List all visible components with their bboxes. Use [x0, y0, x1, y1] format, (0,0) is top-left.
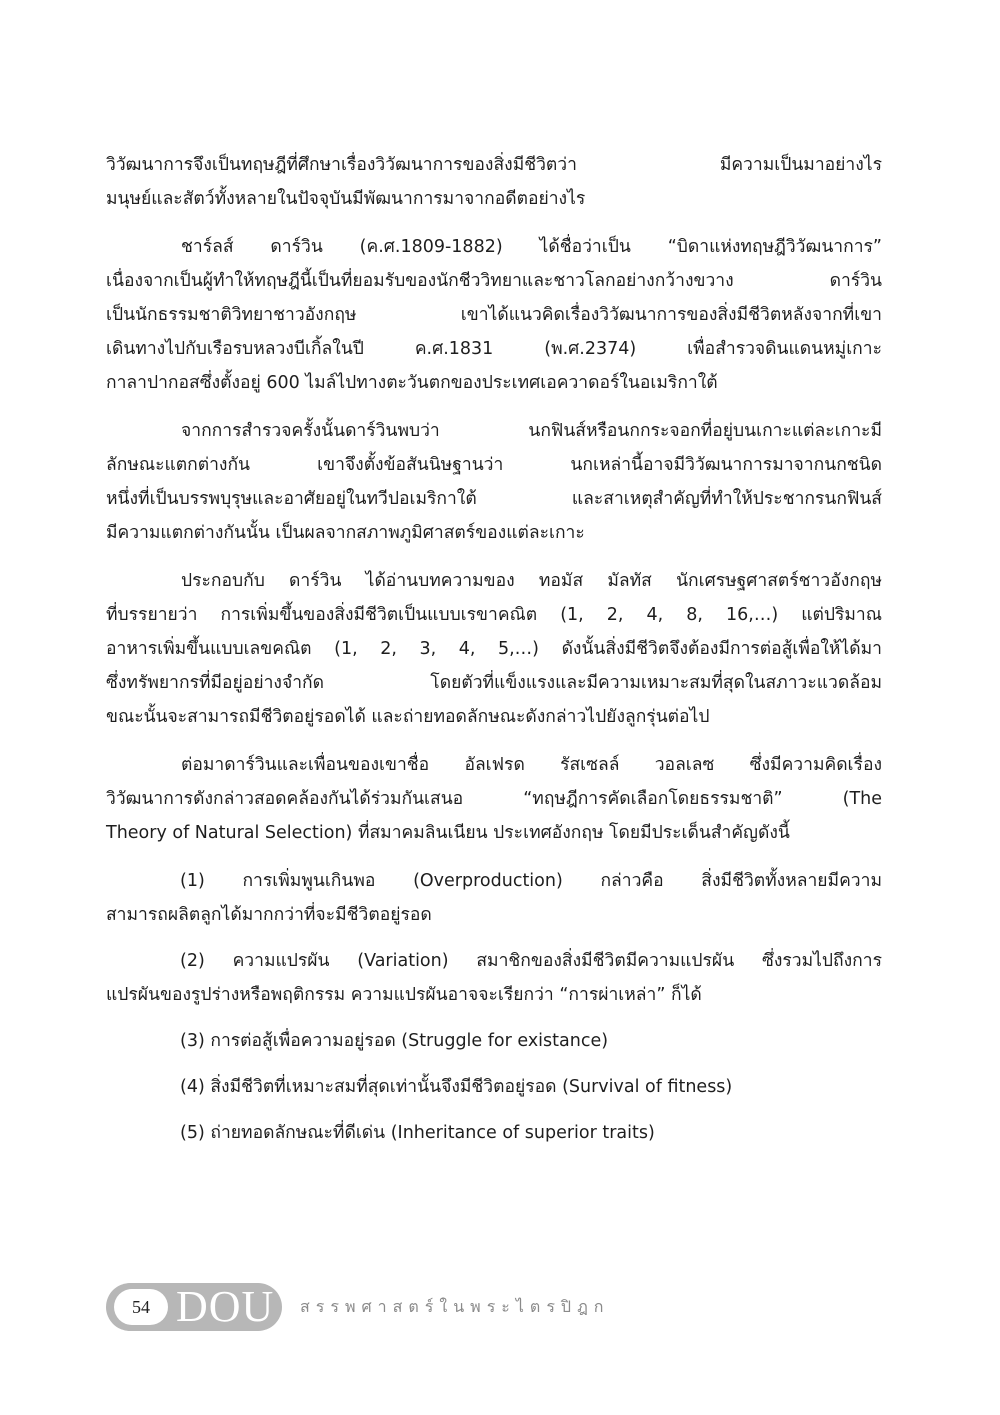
text-line: สามารถผลิตลูกได้มากกว่าที่จะมีชีวิตอยู่รอด [106, 905, 432, 925]
text-line: ซึ่งทรัพยากรที่มีอยู่อย่างจำกัด โดยตัวที่แข็งแรงและมีความเหมาะสมที่สุดในสภาวะแวดล้อม [106, 673, 882, 693]
text-line: เดินทางไปกับเรือรบหลวงบีเกิ้ลในปี ค.ศ.1831 (พ.ศ.2374) เพื่อสำรวจดินแดนหมู่เกาะ [106, 339, 882, 359]
paragraph [106, 748, 882, 850]
paragraph [106, 148, 882, 216]
text-line: ประกอบกับ ดาร์วิน ได้อ่านบทความของ ทอมัส มัลทัส นักเศรษฐศาสตร์ชาวอังกฤษ [181, 571, 882, 591]
list-item [106, 864, 882, 932]
list-item [106, 944, 882, 1012]
text-line: เป็นนักธรรมชาติวิทยาชาวอังกฤษ เขาได้แนวคิดเรื่องวิวัฒนาการของสิ่งมีชีวิตหลังจากที่เขา [106, 305, 882, 325]
text-line: อาหารเพิ่มขึ้นแบบเลขคณิต (1, 2, 3, 4, 5,…) ดังนั้นสิ่งมีชีวิตจึงต้องมีการต่อสู้เพื่อให้ได้มา [106, 639, 882, 659]
text-line: ลักษณะแตกต่างกัน เขาจึงตั้งข้อสันนิษฐานว่า นกเหล่านี้อาจมีวิวัฒนาการมาจากนกชนิด [106, 455, 882, 475]
text-line: กาลาปากอสซึ่งตั้งอยู่ 600 ไมล์ไปทางตะวันตกของประเทศเอควาดอร์ในอเมริกาใต้ [106, 373, 718, 393]
list-item: (5) ถ่ายทอดลักษณะที่ดีเด่น (Inheritance of superior traits) [180, 1123, 655, 1143]
list-item: (4) สิ่งมีชีวิตที่เหมาะสมที่สุดเท่านั้นจึงมีชีวิตอยู่รอด (Survival of fitness) [180, 1077, 733, 1097]
text-line: มนุษย์และสัตว์ทั้งหลายในปัจจุบันมีพัฒนาการมาจากอดีตอย่างไร [106, 189, 586, 209]
paragraph [106, 414, 882, 550]
footer-badge [106, 1283, 282, 1331]
book-title: สรรพศาสตร์ในพระไตรปิฎก [300, 1296, 610, 1316]
text-line: Theory of Natural Selection) ที่สมาคมลินเนียน ประเทศอังกฤษ โดยมีประเด็นสำคัญดังนี้ [106, 823, 790, 843]
text-line: ที่บรรยายว่า การเพิ่มขึ้นของสิ่งมีชีวิตเป็นแบบเรขาคณิต (1, 2, 4, 8, 16,…) แต่ปริมาณ [106, 605, 882, 625]
page-footer [106, 1283, 610, 1331]
page-body [106, 148, 882, 1162]
paragraph [106, 564, 882, 734]
text-line: ชาร์ลส์ ดาร์วิน (ค.ศ.1809-1882) ได้ชื่อว่าเป็น “บิดาแห่งทฤษฎีวิวัฒนาการ” [181, 237, 882, 257]
text-line: แปรผันของรูปร่างหรือพฤติกรรม ความแปรผันอาจจะเรียกว่า “การผ่าเหล่า” ก็ได้ [106, 985, 702, 1005]
text-line: วิวัฒนาการดังกล่าวสอดคล้องกันได้ร่วมกันเสนอ “ทฤษฎีการคัดเลือกโดยธรรมชาติ” (The [106, 789, 882, 809]
paragraph [106, 230, 882, 400]
text-line: (1) การเพิ่มพูนเกินพอ (Overproduction) กล่าวคือ สิ่งมีชีวิตทั้งหลายมีความ [180, 871, 882, 891]
list-item: (3) การต่อสู้เพื่อความอยู่รอด (Struggle for existance) [180, 1031, 609, 1051]
text-line: มีความแตกต่างกันนั้น เป็นผลจากสภาพภูมิศาสตร์ของแต่ละเกาะ [106, 523, 585, 543]
text-line: จากการสำรวจครั้งนั้นดาร์วินพบว่า นกฟินส์หรือนกกระจอกที่อยู่บนเกาะแต่ละเกาะมี [181, 421, 882, 441]
page-number: 54 [114, 1289, 168, 1325]
text-line: วิวัฒนาการจึงเป็นทฤษฎีที่ศึกษาเรื่องวิวัฒนาการของสิ่งมีชีวิตว่า มีความเป็นมาอย่างไร [106, 155, 882, 175]
text-line: หนึ่งที่เป็นบรรพบุรุษและอาศัยอยู่ในทวีปอเมริกาใต้ และสาเหตุสำคัญที่ทำให้ประชากรนกฟินส์ [106, 489, 882, 509]
dou-logo: DOU [176, 1283, 275, 1331]
text-line: เนื่องจากเป็นผู้ทำให้ทฤษฎีนี้เป็นที่ยอมรับของนักชีววิทยาและชาวโลกอย่างกว้างขวาง ดาร์วิน [106, 271, 882, 291]
text-line: (2) ความแปรผัน (Variation) สมาชิกของสิ่งมีชีวิตมีความแปรผัน ซึ่งรวมไปถึงการ [180, 951, 882, 971]
text-line: ต่อมาดาร์วินและเพื่อนของเขาชื่อ อัลเฟรด รัสเซลล์ วอลเลซ ซึ่งมีความคิดเรื่อง [181, 755, 882, 775]
text-line: ขณะนั้นจะสามารถมีชีวิตอยู่รอดได้ และถ่ายทอดลักษณะดังกล่าวไปยังลูกรุ่นต่อไป [106, 707, 710, 727]
